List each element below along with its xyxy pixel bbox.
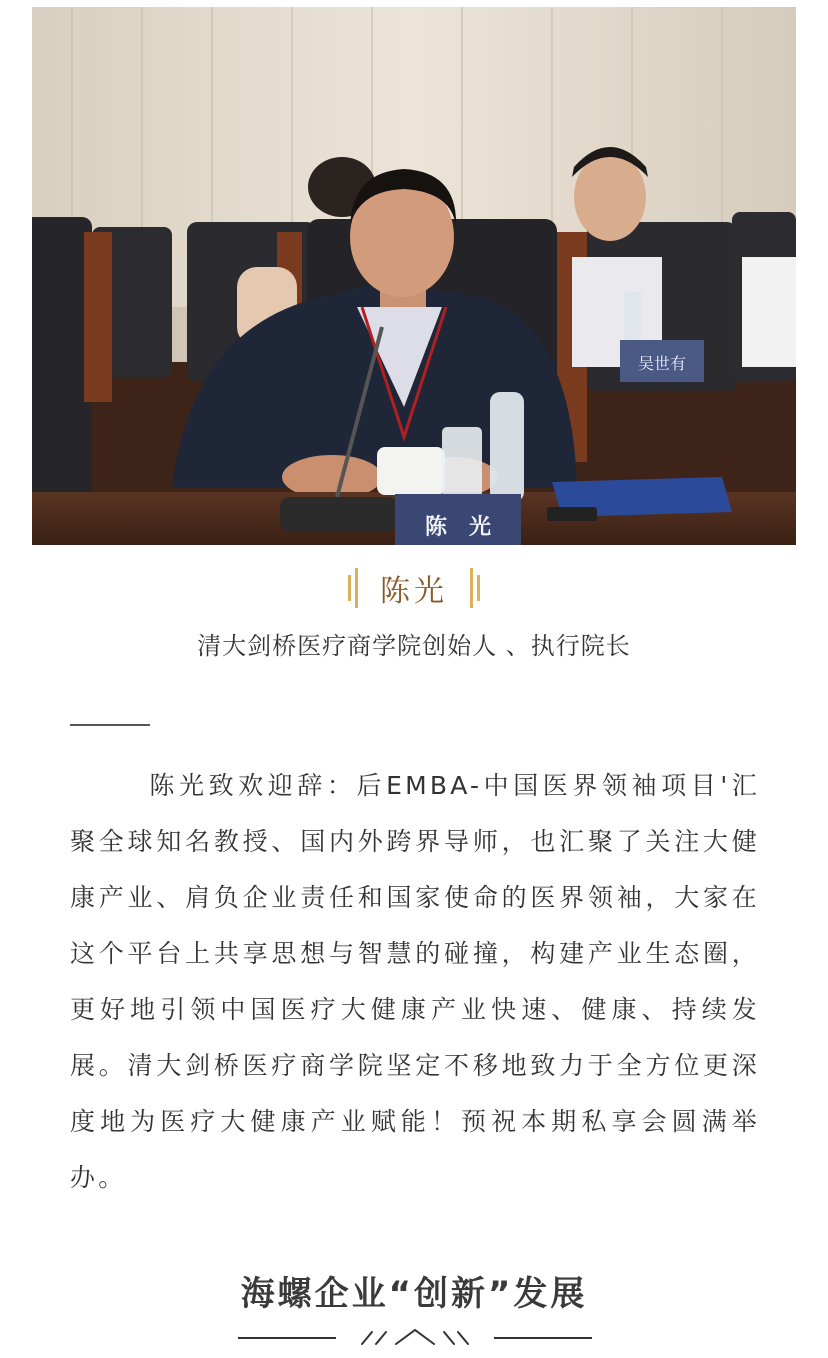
meeting-photo-icon	[32, 7, 796, 545]
divider-line	[70, 724, 150, 726]
left-bars-decoration	[348, 568, 358, 608]
right-bars-decoration	[470, 568, 480, 608]
speaker-name-row	[0, 566, 828, 610]
side-nameplate-text: 吴世有	[637, 354, 687, 373]
speaker-role: 清大剑桥医疗商学院创始人 、执行院长	[197, 632, 631, 660]
section-title: 海螺企业“创新”发展	[240, 1274, 588, 1314]
speech-text: 陈光致欢迎辞：后EMBA-中国医界领袖项目'汇聚全球知名教授、国内外跨界导师，也汇聚了关注大健康产业、肩负企业责任和国家使命的医界领袖，大家在这个平台上共享思想与智慧的碰撞，构建产业生态圈，更好地引领中国医疗大健康产业快速、健康、持续发展。清大剑桥医疗商学院坚定不移地致力于全方位更深度地为医疗大健康产业赋能！预祝本期私享会圆满举办。	[70, 771, 760, 1192]
main-nameplate-text: 陈 光	[424, 515, 492, 540]
speech-paragraph	[70, 758, 760, 1206]
speaker-photo	[32, 7, 796, 545]
speaker-name: 陈光	[380, 574, 448, 609]
title-decoration-icon	[238, 1326, 592, 1350]
